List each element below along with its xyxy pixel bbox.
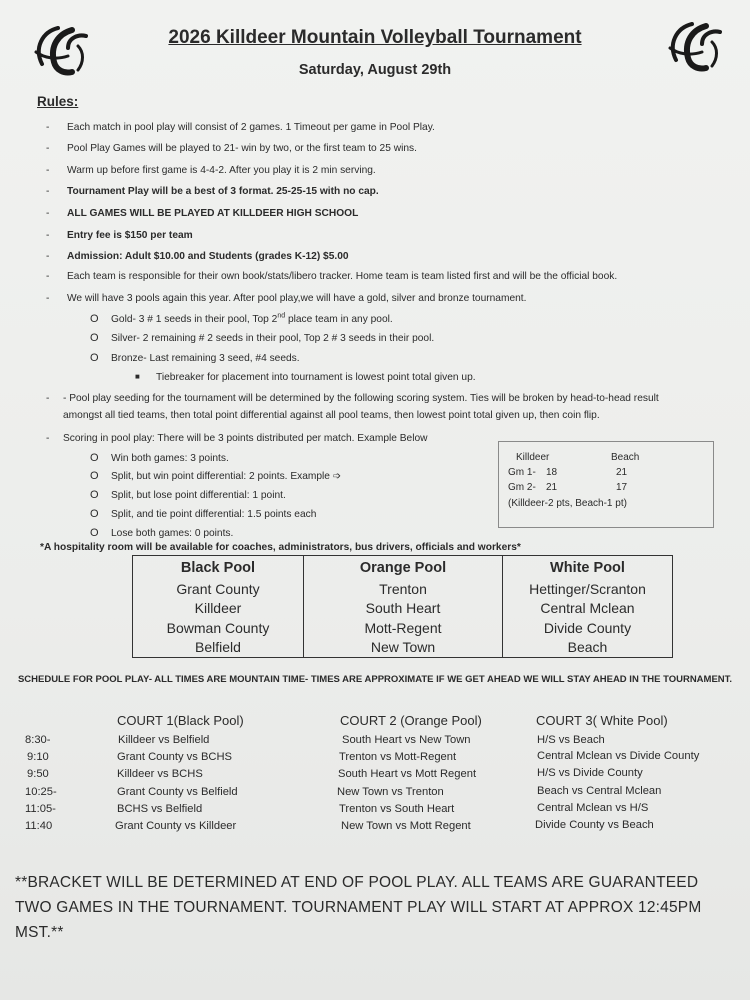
court2-header: COURT 2 (Orange Pool)	[340, 713, 482, 728]
pool-team: Grant County	[133, 579, 304, 599]
scoring-example-box	[498, 441, 714, 528]
court3-header: COURT 3( White Pool)	[536, 713, 668, 728]
pool-team: Killdeer	[133, 599, 304, 619]
example-team1: Killdeer	[516, 452, 550, 463]
court3-match: Central Mclean vs H/S	[537, 802, 649, 814]
pool-team: Mott-Regent	[304, 618, 503, 638]
court2-match: South Heart vs Mott Regent	[338, 768, 477, 780]
pool-header-orange: Orange Pool	[304, 556, 503, 580]
pool-team: New Town	[304, 638, 503, 658]
pool-team: Hettinger/Scranton	[503, 579, 673, 599]
pools-row	[133, 599, 673, 619]
court1-match: Killdeer vs BCHS	[117, 768, 203, 780]
court1-match: Grant County vs BCHS	[117, 751, 233, 763]
tournament-date: Saturday, August 29th	[298, 62, 452, 78]
schedule-time: 11:05-	[25, 803, 56, 815]
court1-header: COURT 1(Black Pool)	[117, 713, 244, 728]
court1-match: Killdeer vs Belfield	[118, 734, 210, 746]
schedule-note: SCHEDULE FOR POOL PLAY- ALL TIMES ARE MOUNTAIN TIME- TIMES ARE APPROXIMATE IF WE GET AHEAD WE WILL STAY AHEAD IN THE TOURNAMENT.	[17, 674, 733, 685]
rules-heading: Rules:	[37, 94, 79, 109]
court3-match: Beach vs Central Mclean	[537, 785, 662, 797]
pool-team: Bowman County	[133, 618, 304, 638]
court2-match: New Town vs Mott Regent	[341, 820, 471, 832]
pools-row	[133, 638, 673, 658]
pool-header-white: White Pool	[503, 556, 673, 580]
pool-team: South Heart	[304, 599, 503, 619]
schedule-time: 11:40	[25, 820, 53, 832]
hospitality-note: *A hospitality room will be available for coaches, administrators, bus drivers, officials and workers*	[40, 542, 521, 553]
pool-team: Divide County	[503, 618, 673, 638]
example-gm1-team1: 18	[546, 467, 558, 478]
court2-match: Trenton vs South Heart	[339, 803, 455, 815]
schedule-time: 8:30-	[25, 734, 51, 746]
pools-table	[132, 555, 673, 658]
schedule-time: 9:50	[27, 768, 49, 780]
example-gm2-team2: 17	[616, 482, 628, 493]
pool-header-black: Black Pool	[133, 556, 304, 580]
example-team2: Beach	[611, 452, 640, 463]
pools-header-row	[133, 556, 673, 580]
court3-match: H/S vs Beach	[537, 734, 605, 746]
pool-team: Belfield	[133, 638, 304, 658]
example-gm1-team2: 21	[616, 467, 628, 478]
example-gm2-label: Gm 2-	[508, 482, 536, 493]
pool-team: Central Mclean	[503, 599, 673, 619]
pool-team: Beach	[503, 638, 673, 658]
court3-match: Divide County vs Beach	[535, 819, 654, 831]
pools-row	[133, 618, 673, 638]
pool-team: Trenton	[304, 579, 503, 599]
court3-match: Central Mclean vs Divide County	[537, 750, 700, 762]
example-gm1-label: Gm 1-	[508, 467, 536, 478]
court1-match: Grant County vs Belfield	[117, 786, 238, 798]
court2-match: Trenton vs Mott-Regent	[339, 751, 457, 763]
document-title: 2026 Killdeer Mountain Volleyball Tournament	[168, 27, 582, 48]
example-gm2-team1: 21	[546, 482, 558, 493]
court2-match: South Heart vs New Town	[342, 734, 471, 746]
court2-match: New Town vs Trenton	[337, 786, 444, 798]
court1-match: Grant County vs Killdeer	[115, 820, 237, 832]
court1-match: BCHS vs Belfield	[117, 803, 203, 815]
court3-match: H/S vs Divide County	[537, 767, 643, 779]
bracket-footer-note: **BRACKET WILL BE DETERMINED AT END OF POOL PLAY. ALL TEAMS ARE GUARANTEED TWO GAMES IN THE TOURNAMENT. TOURNAMENT PLAY WILL START AT APPROX 12:45PM MST.**	[15, 874, 702, 941]
schedule-time: 10:25-	[25, 786, 57, 798]
schedule-time: 9:10	[27, 751, 49, 763]
example-result: (Killdeer-2 pts, Beach-1 pt)	[508, 498, 627, 509]
pools-row	[133, 579, 673, 599]
